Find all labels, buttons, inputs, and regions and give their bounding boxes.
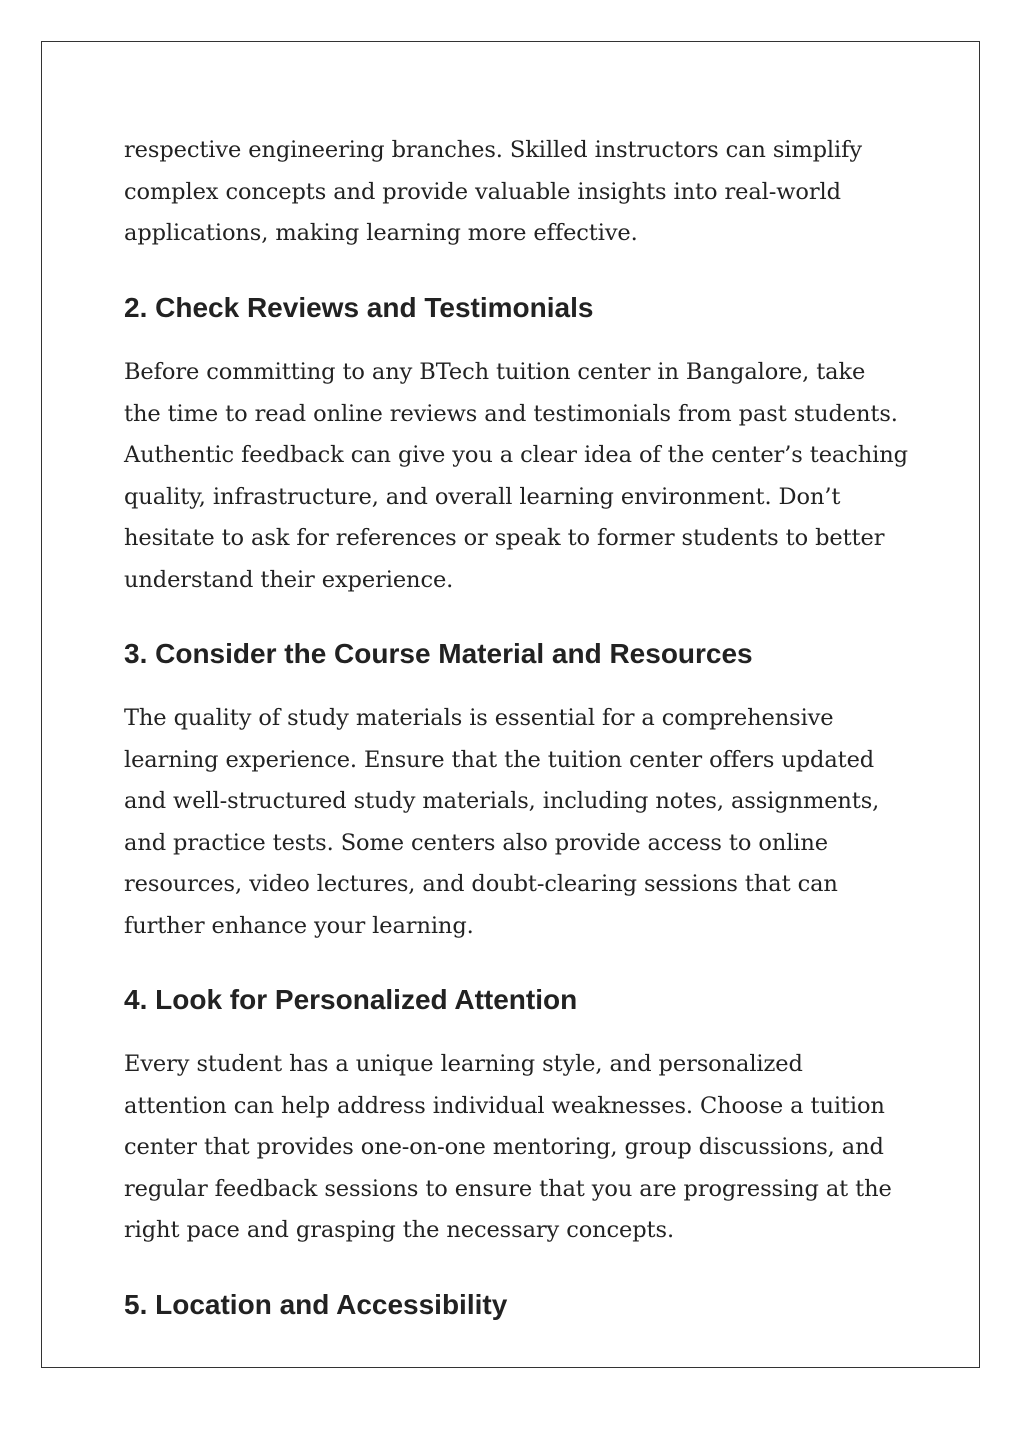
text-line: Every student has a unique learning style, and personalized [124,1051,803,1077]
text-line: center that provides one-on-one mentoring, group discussions, and [124,1134,884,1160]
text-line: respective engineering branches. Skilled instructors can simplify [124,137,862,163]
paragraph-reviews [124,352,908,601]
text-line: The quality of study materials is essential for a comprehensive [124,705,834,731]
text-line: Before committing to any BTech tuition center in Bangalore, take [124,359,866,385]
paragraph-personalized-attention [124,1044,892,1252]
text-line: quality, infrastructure, and overall learning environment. Don’t [124,483,841,510]
paragraph-instructors [124,130,862,255]
text-line: and well-structured study materials, including notes, assignments, [124,788,880,814]
heading-personalized-attention: 4. Look for Personalized Attention [124,984,578,1015]
text-line: resources, video lectures, and doubt-clearing sessions that can [124,871,838,897]
heading-location-accessibility: 5. Location and Accessibility [124,1289,508,1320]
text-line: and practice tests. Some centers also provide access to online [124,829,829,856]
text-line: Authentic feedback can give you a clear idea of the center’s teaching [124,442,908,468]
text-line: hesitate to ask for references or speak to former students to better [124,525,885,551]
heading-course-material: 3. Consider the Course Material and Resources [124,638,753,669]
text-line: applications, making learning more effective. [124,220,638,246]
text-line: attention can help address individual weaknesses. Choose a tuition [124,1092,885,1119]
text-line: further enhance your learning. [124,912,474,939]
text-line: understand their experience. [124,566,454,593]
text-line: complex concepts and provide valuable insights into real-world [124,178,841,205]
heading-reviews: 2. Check Reviews and Testimonials [124,292,594,323]
paragraph-course-material [124,698,879,947]
text-line: the time to read online reviews and testimonials from past students. [124,400,898,427]
text-line: regular feedback sessions to ensure that you are progressing at the [124,1175,892,1202]
text-line: right pace and grasping the necessary concepts. [124,1217,675,1243]
text-line: learning experience. Ensure that the tuition center offers updated [124,746,875,773]
